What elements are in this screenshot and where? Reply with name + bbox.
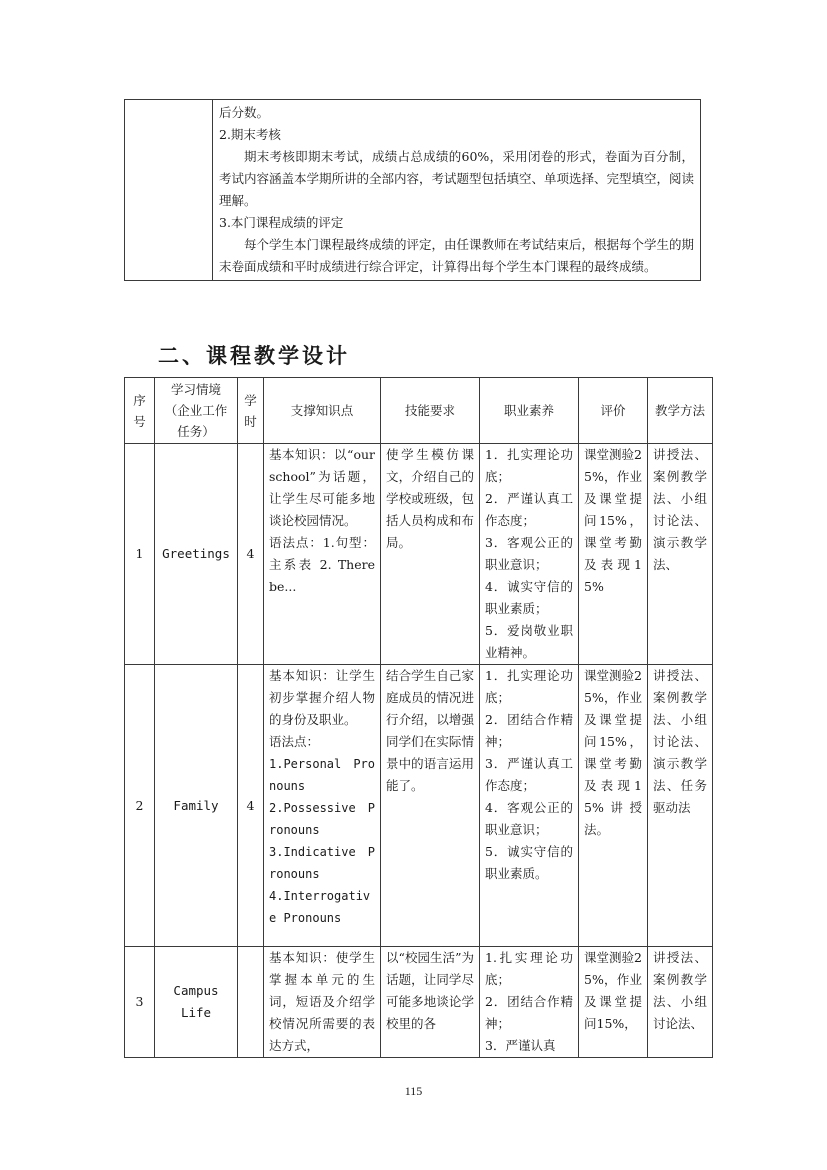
knowledge-line: 4.Interrogative Pronouns [269,889,371,925]
assessment-paragraph: 期末考核即期末考试，成绩占总成绩的60%，采用闭卷的形式，卷面为百分制，考试内容涵盖本学期所讲的全部内容，考试题型包括填空、单项选择、完型填空，阅读理解。 [219,149,695,208]
header-knowledge: 支撑知识点 [264,378,381,444]
knowledge-line: 基本知识：让学生初步掌握介绍人物的身份及职业。 [269,668,375,727]
row-hours: 4 [238,444,264,665]
knowledge-line: 语法点：1.句型：主系表 2. There be... [269,535,375,594]
row-skills: 以“校园生活”为话题，让同学尽可能多地谈论学校里的各 [381,947,480,1058]
page-number: 115 [404,1084,423,1098]
row-index: 2 [125,665,155,947]
header-index: 序号 [125,378,155,444]
row-scenario: Greetings [155,444,238,665]
row-literacy [480,444,579,665]
row-index: 1 [125,444,155,665]
course-design-table [124,377,713,1058]
section-title: 二、课程教学设计 [158,344,350,368]
assessment-table [124,99,701,281]
assessment-line: 3.本门课程成绩的评定 [219,215,344,230]
row-methods: 讲授法、案例教学法、小组讨论法、演示教学法、 [648,444,713,665]
header-literacy: 职业素养 [480,378,579,444]
literacy-line: 3．严谨认真 [485,1038,556,1053]
literacy-line: 2．团结合作精神； [485,994,573,1031]
literacy-line: 2．严谨认真工作态度； [485,491,573,528]
knowledge-line: 语法点： [269,734,320,749]
row-hours: 4 [238,665,264,947]
assessment-paragraph: 每个学生本门课程最终成绩的评定，由任课教师在考试结束后，根据每个学生的期末卷面成绩和平时成绩进行综合评定，计算得出每个学生本门课程的最终成绩。 [219,237,695,274]
header-skills: 技能要求 [381,378,480,444]
row-hours [238,947,264,1058]
knowledge-line: 基本知识：使学生掌握本单元的生词，短语及介绍学校情况所需要的表达方式， [269,950,375,1053]
assessment-line: 2.期末考核 [219,127,281,142]
row-knowledge [264,444,381,665]
literacy-line: 1．扎实理论功底； [485,447,573,484]
literacy-line: 4．客观公正的职业意识； [485,800,573,837]
knowledge-line: 1.Personal Pronouns [269,757,375,793]
row-evaluation: 课堂测验25%，作业及课堂提问15%，课堂考勤及表现15% [579,444,648,665]
row-index: 3 [125,947,155,1058]
row-knowledge [264,665,381,947]
literacy-line: 3．客观公正的职业意识； [485,535,573,572]
literacy-line: 5．诚实守信的职业素质。 [485,844,573,881]
row-evaluation: 课堂测验25%，作业及课堂提问15%， [579,947,648,1058]
literacy-line: 2．团结合作精神； [485,712,573,749]
row-scenario: Campus Life [155,947,238,1058]
literacy-line: 1．扎实理论功底； [485,668,573,705]
knowledge-line: 2.Possessive Pronouns [269,801,375,837]
assessment-content-cell [213,100,701,281]
table-row [125,444,713,665]
header-methods: 教学方法 [648,378,713,444]
header-row [125,378,713,444]
row-scenario: Family [155,665,238,947]
table-row [125,665,713,947]
knowledge-line: 3.Indicative Pronouns [269,845,375,881]
literacy-line: 4．诚实守信的职业素质； [485,579,573,616]
literacy-line: 5．爱岗敬业职业精神。 [485,623,573,660]
row-skills: 使学生模仿课文，介绍自己的学校或班级，包括人员构成和布局。 [381,444,480,665]
table-row [125,947,713,1058]
header-scenario: 学习情境（企业工作任务） [155,378,238,444]
assessment-label-cell [125,100,213,281]
row-literacy [480,665,579,947]
row-literacy [480,947,579,1058]
header-hours: 学时 [238,378,264,444]
row-evaluation: 课堂测验25%，作业及课堂提问15%，课堂考勤及表现15%讲授法。 [579,665,648,947]
row-methods: 讲授法、案例教学法、小组讨论法、 [648,947,713,1058]
row-knowledge [264,947,381,1058]
knowledge-line: 基本知识：以“our school”为话题，让学生尽可能多地谈论校园情况。 [269,447,375,528]
literacy-line: 1.扎实理论功底； [485,950,573,987]
header-evaluation: 评价 [579,378,648,444]
literacy-line: 3．严谨认真工作态度； [485,756,573,793]
row-skills: 结合学生自己家庭成员的情况进行介绍，以增强同学们在实际情景中的语言运用能了。 [381,665,480,947]
row-methods: 讲授法、案例教学法、小组讨论法、演示教学法、任务驱动法 [648,665,713,947]
assessment-line: 后分数。 [219,105,270,120]
